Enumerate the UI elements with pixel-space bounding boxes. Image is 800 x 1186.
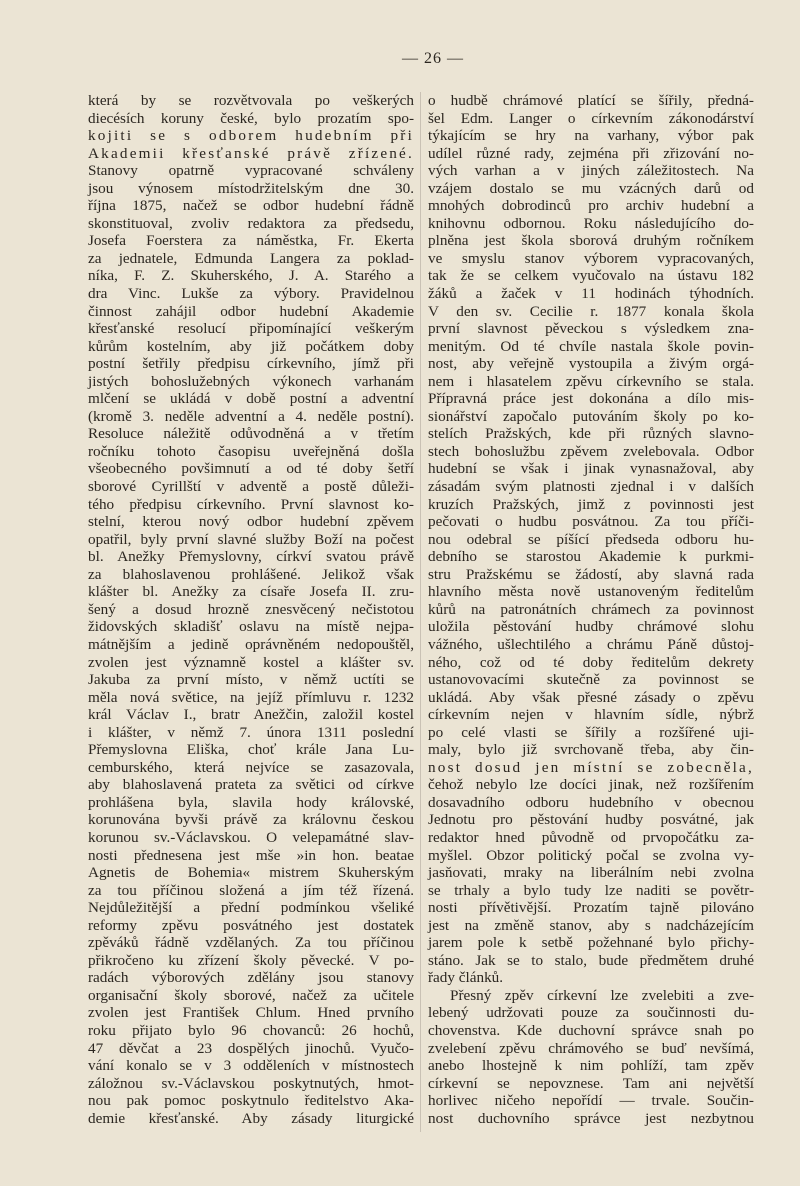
- text-line: (kromě 3. neděle adventní a 4. neděle postní).: [88, 407, 414, 425]
- text-line: týkajícím se hry na varhany, výbor pak: [428, 127, 754, 145]
- text-line: Přemyslovna Eliška, choť krále Jana Lu-: [88, 741, 414, 759]
- text-line: křesťanské resolucí připomínající veškerým: [88, 320, 414, 338]
- text-line: ve smyslu stanov výborem vypracovaných,: [428, 249, 754, 267]
- text-line: Josefa Foerstera za náměstka, Fr. Ekerta: [88, 232, 414, 250]
- text-line: redaktor hned původně od prvopočátku za-: [428, 828, 754, 846]
- text-line: menitým. Od té chvíle nastala škole povin-: [428, 337, 754, 355]
- text-line: nou odebral se píšící předseda odboru hu-: [428, 530, 754, 548]
- text-line: stelní, kterou nový odbor hudební zpěvem: [88, 513, 414, 531]
- text-line: zvolen jest významně kostel a klášter sv.: [88, 653, 414, 671]
- text-line: první slavnost pěveckou s výsledkem zna-: [428, 320, 754, 338]
- text-line: roku přijato bylo 96 chovanců: 26 hochů,: [88, 1021, 414, 1039]
- text-line: udílel různé rady, zejména při zřizování no-: [428, 144, 754, 162]
- text-line: Agnetis de Bohemia« mistrem Skuherským: [88, 864, 414, 882]
- text-line: demie křesťanské. Aby zásady liturgické: [88, 1109, 414, 1127]
- text-line: kůrům kostelním, aby již počátkem doby: [88, 337, 414, 355]
- text-line: maly, bylo již svrchovaně třeba, aby čin-: [428, 741, 754, 759]
- text-line: Nejdůležitější a přední podmínkou všeliké: [88, 899, 414, 917]
- text-line: zvelebení zpěvu chrámového se buď nevšímá,: [428, 1039, 754, 1057]
- text-line: anebo lhostejně k nim pohlíží, tam zpěv: [428, 1057, 754, 1075]
- text-line: zásadám svým platnosti zjednal i v dalších: [428, 478, 754, 496]
- text-line: dosavadního odboru hudebního v obecnou: [428, 793, 754, 811]
- text-line: 47 děvčat a 23 dospělých jinochů. Vyučo-: [88, 1039, 414, 1057]
- text-line: tak že se celkem vyučovalo na ústavu 182: [428, 267, 754, 285]
- text-line: jistých bohoslužebných výkonech varhanám: [88, 372, 414, 390]
- text-line: hudební se však i jinak vynasnažoval, aby: [428, 460, 754, 478]
- left-column: [88, 92, 414, 1127]
- text-line: knihovnu odbornou. Roku následujícího do-: [428, 214, 754, 232]
- text-line: stru Pražskému se žádostí, aby slavná rada: [428, 565, 754, 583]
- text-line: nost dosud jen místní se zobecněla,: [428, 758, 754, 776]
- text-line: vzájem dostalo se mu vzácných darů od: [428, 179, 754, 197]
- page-number: — 26 —: [402, 50, 464, 67]
- text-line: stelích Pražských, kde při různých slavno-: [428, 425, 754, 443]
- text-line: se trhaly a bylo tudy lze naditi se povětr-: [428, 881, 754, 899]
- text-line: vání konalo se v 3 odděleních v místnostech: [88, 1057, 414, 1075]
- right-column: [428, 92, 754, 1127]
- text-line: která by se rozvětvovala po veškerých: [88, 92, 414, 109]
- text-line: reformy zpěvu posvátného jest dostatek: [88, 916, 414, 934]
- text-line: král Václav I., bratr Anežčin, založil kostel: [88, 706, 414, 724]
- text-line: prohlášena byla, slavila hody královské,: [88, 793, 414, 811]
- text-line: mlčení se ukládá v době postní a adventní: [88, 390, 414, 408]
- text-line: debního se starostou Akademie k purkmi-: [428, 548, 754, 566]
- text-line: nou pak pomoc poskytnulo ředitelstvo Aka-: [88, 1092, 414, 1110]
- text-line: ukládá. Aby však přesné zásady o zpěvu: [428, 688, 754, 706]
- text-line: myšlel. Obzor politický počal se zvolna vy-: [428, 846, 754, 864]
- text-line: Jednotu pro pěstování hudby posvátné, jak: [428, 811, 754, 829]
- text-line: chovenstva. Kde duchovní správce snah po: [428, 1021, 754, 1039]
- text-line: vých varhan a v jiných záležitostech. Na: [428, 162, 754, 180]
- text-line: kruzích Pražských, jimž z povinnosti jest: [428, 495, 754, 513]
- text-line: pečovati o hudbu posvátnou. Za tou příči-: [428, 513, 754, 531]
- text-line: žáků a žaček v 11 hodinách týhodních.: [428, 285, 754, 303]
- text-line: horlivec ničeho nepořídí — trvale. Součin-: [428, 1092, 754, 1110]
- text-line: i klášter, v němž 7. února 1311 poslední: [88, 723, 414, 741]
- text-line: tého předpisu církevního. První slavnost ko-: [88, 495, 414, 513]
- text-line: stáno. Jak se to stalo, bude předmětem druhé: [428, 951, 754, 969]
- text-line: nem i hlasatelem zpěvu církevního se stala.: [428, 372, 754, 390]
- text-line: církevním nejen v hlavním sídle, nýbrž: [428, 706, 754, 724]
- text-line: jest na změně stanov, aby s nadcházejícím: [428, 916, 754, 934]
- text-line: stech bohoslužbu zpěvem zvelebovala. Odbor: [428, 442, 754, 460]
- text-line: mnohých dobrodinců pro archiv hudební a: [428, 197, 754, 215]
- text-line: řady článků.: [428, 969, 504, 987]
- text-line: jasňovati, mraky na liberálním nebi zvolna: [428, 864, 754, 882]
- text-line: Jakuba za první místo, v němž uctíti se: [88, 671, 414, 689]
- text-line: korunována byvši právě za královnu českou: [88, 811, 414, 829]
- text-line: činnost zahájil odbor hudební Akademie: [88, 302, 414, 320]
- text-line: dra Vinc. Lukše za výbory. Pravidelnou: [88, 285, 414, 303]
- text-line: měla nová světice, na jejíž přímluvu r. 1232: [88, 688, 414, 706]
- text-line: Přípravná práce jest dokonána a dílo mis-: [428, 390, 754, 408]
- text-line: jsou výnosem místodržitelským dne 30.: [88, 179, 414, 197]
- text-line: října 1875, načež se odbor hudební řádně: [88, 197, 414, 215]
- text-line: záložnou sv.-Václavskou poskytnutých, hmot-: [88, 1074, 414, 1092]
- text-line: plněna jest škola sborová druhým ročníkem: [428, 232, 754, 250]
- text-line: nosti přednesena jest mše »in hon. beatae: [88, 846, 414, 864]
- text-line: níka, F. Z. Skuherského, J. A. Starého a: [88, 267, 414, 285]
- text-line: přikročeno ku zřízení školy pěvecké. V po-: [88, 951, 414, 969]
- text-line: Přesný zpěv církevní lze zvelebiti a zve-: [450, 986, 754, 1004]
- text-line: kůrů na patronátních chrámech za povinnost: [428, 600, 754, 618]
- text-line: nost duchovního správce jest nezbytnou: [428, 1109, 754, 1127]
- text-line: vážného, ušlechtilého a chrámu Páně důstoj-: [428, 635, 754, 653]
- text-line: ročníku tohoto časopisu uveřejněná došla: [88, 442, 414, 460]
- text-line: bl. Anežky Přemyslovny, církví svatou právě: [88, 548, 414, 566]
- text-line: zvolen jest František Chlum. Hned prvního: [88, 1004, 414, 1022]
- text-line: po celé vlasti se šířily a rozšířené uji-: [428, 723, 754, 741]
- column-divider: [420, 92, 421, 1132]
- text-line: Stanovy opatrně vypracované schváleny: [88, 162, 414, 180]
- text-line: ného, což od té doby ředitelům dekrety: [428, 653, 754, 671]
- text-line: sionářství započalo putováním školy po ko-: [428, 407, 754, 425]
- text-line: diecésích koruny české, bylo prozatím spo-: [88, 109, 414, 127]
- text-line: církevní se nepovznese. Tam ani největší: [428, 1074, 754, 1092]
- text-line: skonstituoval, zvoliv redaktora za předsedu,: [88, 214, 414, 232]
- text-line: uložila pěstování hudby chrámové slohu: [428, 618, 754, 636]
- text-line: o hudbě chrámové platící se šířily, předná-: [428, 92, 754, 109]
- text-line: organisační školy sborové, načež za učitele: [88, 986, 414, 1004]
- text-line: Resoluce náležitě odůvodněná a v třetím: [88, 425, 414, 443]
- text-line: postní šetřily předpisu církevního, jímž při: [88, 355, 414, 373]
- text-line: korunou sv.-Václavskou. O velepamátné slav-: [88, 828, 414, 846]
- text-line: všeobecného povšimnutí a od té doby šetří: [88, 460, 414, 478]
- text-line: opatřil, byly první slavné služby Boží na počest: [88, 530, 414, 548]
- text-line: za blahoslavenou prohlášené. Jelikož však: [88, 565, 414, 583]
- text-line: lebený udržovati pouze za součinnosti du-: [428, 1004, 754, 1022]
- text-line: židovských skladišť oslavu na místě nejpa-: [88, 618, 414, 636]
- text-line: ustanovovacími skutečně za povinnost se: [428, 671, 754, 689]
- text-line: za tou příčinou složená a jím též řízená.: [88, 881, 414, 899]
- text-line: čehož nebylo lze docíci jinak, než rozšířením: [428, 776, 754, 794]
- text-line: šel Edm. Langer o církevním zákonodárství: [428, 109, 754, 127]
- text-line: kojiti se s odborem hudebním při: [88, 127, 414, 145]
- text-line: nosti přívětivější. Prozatím tajně pilováno: [428, 899, 754, 917]
- text-line: sborové Cyrillští v adventě a postě důleži-: [88, 478, 414, 496]
- text-line: jarem pole k setbě požehnané bylo přichy-: [428, 934, 754, 952]
- text-line: nost, aby veřejně vystoupila a živým orgá-: [428, 355, 754, 373]
- text-line: Akademii křesťanské právě zřízené.: [88, 144, 414, 162]
- text-line: mátnějším a jedině oprávněném nedopouštěl,: [88, 635, 414, 653]
- text-line: zpěváků řádně vzdělaných. Za tou příčinou: [88, 934, 414, 952]
- text-line: hlavního města nově ustanoveným ředitelům: [428, 583, 754, 601]
- text-line: aby blahoslavená prateta za světici od církve: [88, 776, 414, 794]
- text-line: V den sv. Cecilie r. 1877 konala škola: [428, 302, 754, 320]
- text-line: za jednatele, Edmunda Langera za poklad-: [88, 249, 414, 267]
- text-line: cemburského, která nejvíce se zasazovala,: [88, 758, 414, 776]
- text-line: radách výborových zdělány jsou stanovy: [88, 969, 414, 987]
- text-line: šený a dosud hrozně znesvěcený nečistotou: [88, 600, 414, 618]
- text-line: klášter bl. Anežky za císaře Josefa II. zru-: [88, 583, 414, 601]
